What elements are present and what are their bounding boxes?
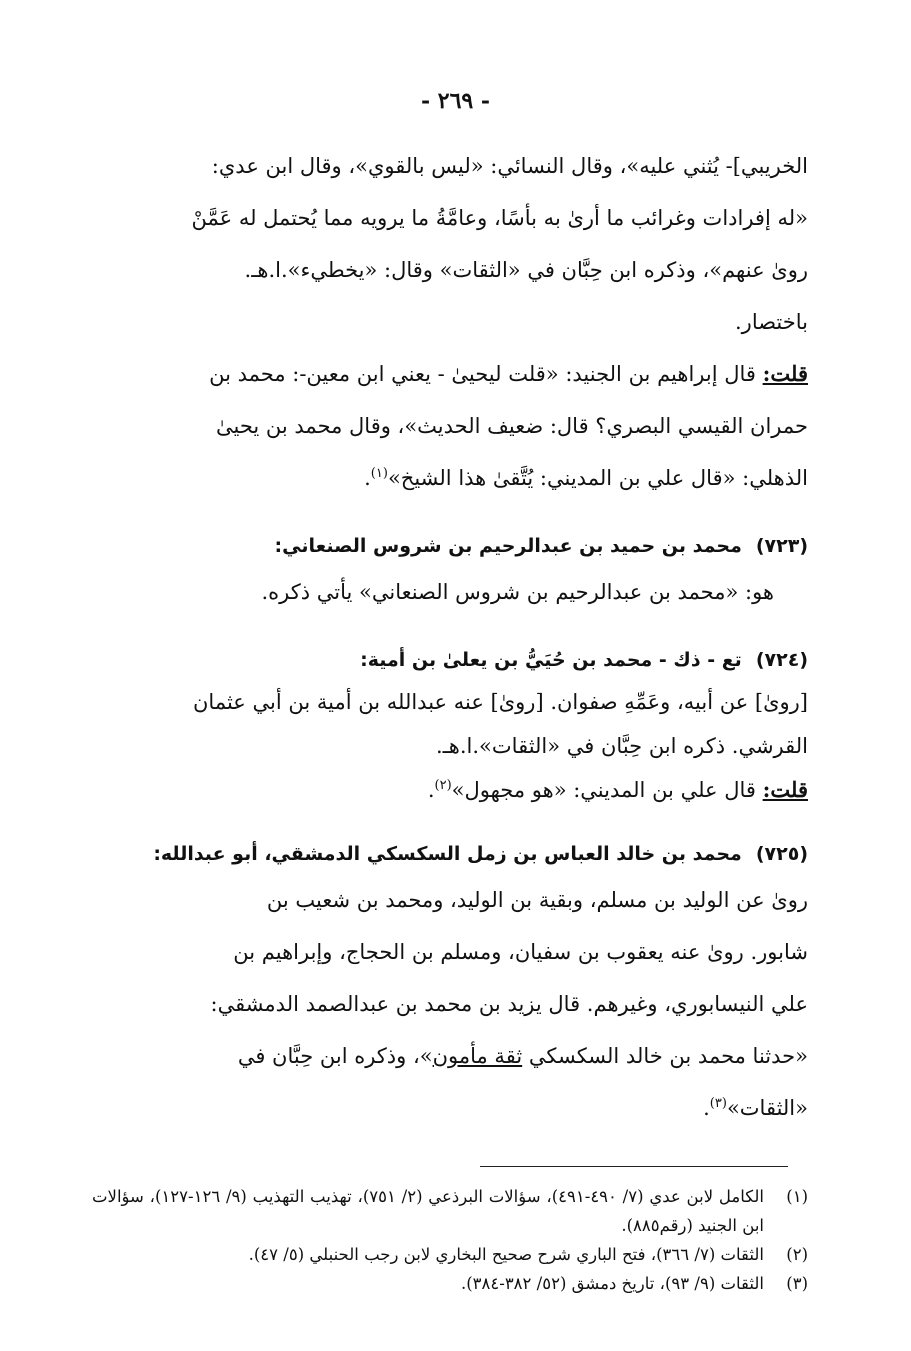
footnote-number: (١) bbox=[786, 1187, 808, 1206]
text-span: »، وذكره ابن حِبَّان في bbox=[237, 1044, 433, 1068]
underlined-phrase: ثقة مأمون bbox=[432, 1044, 523, 1068]
text-line bbox=[92, 1030, 808, 1082]
entry-title: محمد بن حميد بن عبدالرحيم بن شروس الصنعاني: bbox=[274, 535, 742, 557]
text-span: «حدثنا محمد بن خالد السكسكي bbox=[528, 1044, 808, 1068]
entry-723 bbox=[92, 526, 808, 618]
qult-text: قال علي بن المديني: «هو مجهول» bbox=[451, 778, 756, 802]
footnote bbox=[92, 1269, 808, 1298]
text-line: هو: «محمد بن عبدالرحيم بن شروس الصنعاني» يأتي ذكره. bbox=[261, 580, 774, 604]
text-line bbox=[92, 348, 808, 400]
entry-heading bbox=[92, 834, 808, 874]
text-line: روىٰ عنهم»، وذكره ابن حِبَّان في «الثقات» وقال: «يخطيء».ا.هـ. bbox=[244, 258, 808, 282]
footnote-ref: (٢) bbox=[434, 778, 452, 793]
footnote-separator bbox=[480, 1166, 788, 1167]
text-line: «الثقات»$^{(٣)}$. bbox=[703, 1096, 808, 1120]
text-line: قلت: قال علي بن المديني: «هو مجهول»$^{(٢)}$. bbox=[427, 777, 808, 802]
text-line: «له إفرادات وغرائب ما أرىٰ به بأسًا، وعامَّةُ ما يرويه مما يُحتمل له عَمَّنْ bbox=[191, 206, 808, 230]
footnote-ref: (٣) bbox=[709, 1096, 727, 1111]
footnote-text: الثقات (٧/ ٣٦٦)، فتح الباري شرح صحيح البخاري لابن رجب الحنبلي (٥/ ٤٧). bbox=[248, 1245, 764, 1264]
text-line: الخريبي]- يُثني عليه»، وقال النسائي: «ليس بالقوي»، وقال ابن عدي: bbox=[211, 154, 808, 178]
qult-text: الذهلي: «قال علي بن المديني: يُتَّقىٰ هذا الشيخ» bbox=[387, 466, 808, 490]
text-line: علي النيسابوري، وغيرهم. قال يزيد بن محمد بن عبدالصمد الدمشقي: bbox=[210, 992, 808, 1016]
text-line: باختصار. bbox=[735, 310, 808, 334]
footnote bbox=[92, 1240, 808, 1269]
page-number: - ٢٦٩ - bbox=[420, 88, 491, 114]
text-span: «الثقات» bbox=[726, 1096, 808, 1120]
intro-paragraph bbox=[92, 140, 808, 504]
qult-label: قلت: bbox=[762, 361, 808, 386]
entry-number: (٧٢٤) bbox=[755, 649, 808, 671]
footnote-ref: (١) bbox=[370, 466, 388, 481]
entry-heading bbox=[92, 526, 808, 566]
entry-number: (٧٢٥) bbox=[755, 843, 808, 865]
text-line: شابور. روىٰ عنه يعقوب بن سفيان، ومسلم بن الحجاج، وإبراهيم بن bbox=[233, 940, 808, 964]
footnote-text: الكامل لابن عدي (٧/ ٤٩٠-٤٩١)، سؤالات البرذعي (٢/ ٧٥١)، تهذيب التهذيب (٩/ ١٢٦-١٢٧)، سؤالات ابن الجنيد (رقم٨٨٥). bbox=[92, 1187, 764, 1235]
entry-heading bbox=[92, 640, 808, 680]
entry-title: تع - ذك - محمد بن حُيَيُّ بن يعلىٰ بن أمية: bbox=[360, 649, 742, 671]
text-line: القرشي. ذكره ابن حِبَّان في «الثقات».ا.هـ. bbox=[435, 734, 808, 758]
footnotes bbox=[92, 1182, 808, 1298]
footnote bbox=[92, 1182, 808, 1240]
entry-number: (٧٢٣) bbox=[755, 535, 808, 557]
entry-724 bbox=[92, 640, 808, 812]
qult-text: قال إبراهيم بن الجنيد: «قلت ليحيىٰ - يعني ابن معين-: محمد بن bbox=[209, 362, 756, 386]
text-line: الذهلي: «قال علي بن المديني: يُتَّقىٰ هذا الشيخ»$^{(١)}$. bbox=[364, 466, 808, 490]
footnote-number: (٣) bbox=[786, 1274, 808, 1293]
footnote-text: الثقات (٩/ ٩٣)، تاريخ دمشق (٥٢/ ٣٨٢-٣٨٤). bbox=[460, 1274, 764, 1293]
qult-label: قلت: bbox=[762, 777, 808, 802]
text-line: [روىٰ] عن أبيه، وعَمِّهِ صفوان. [روىٰ] عنه عبدالله بن أمية بن أبي عثمان bbox=[193, 690, 808, 714]
entry-title: محمد بن خالد العباس بن زمل السكسكي الدمشقي، أبو عبدالله: bbox=[153, 843, 742, 865]
main-text bbox=[92, 140, 808, 1134]
footnote-number: (٢) bbox=[786, 1245, 808, 1264]
entry-725 bbox=[92, 834, 808, 1134]
text-line: روىٰ عن الوليد بن مسلم، وبقية بن الوليد، ومحمد بن شعيب بن bbox=[266, 888, 808, 912]
text-line: حمران القيسي البصري؟ قال: ضعيف الحديث»، وقال محمد بن يحيىٰ bbox=[215, 414, 808, 438]
